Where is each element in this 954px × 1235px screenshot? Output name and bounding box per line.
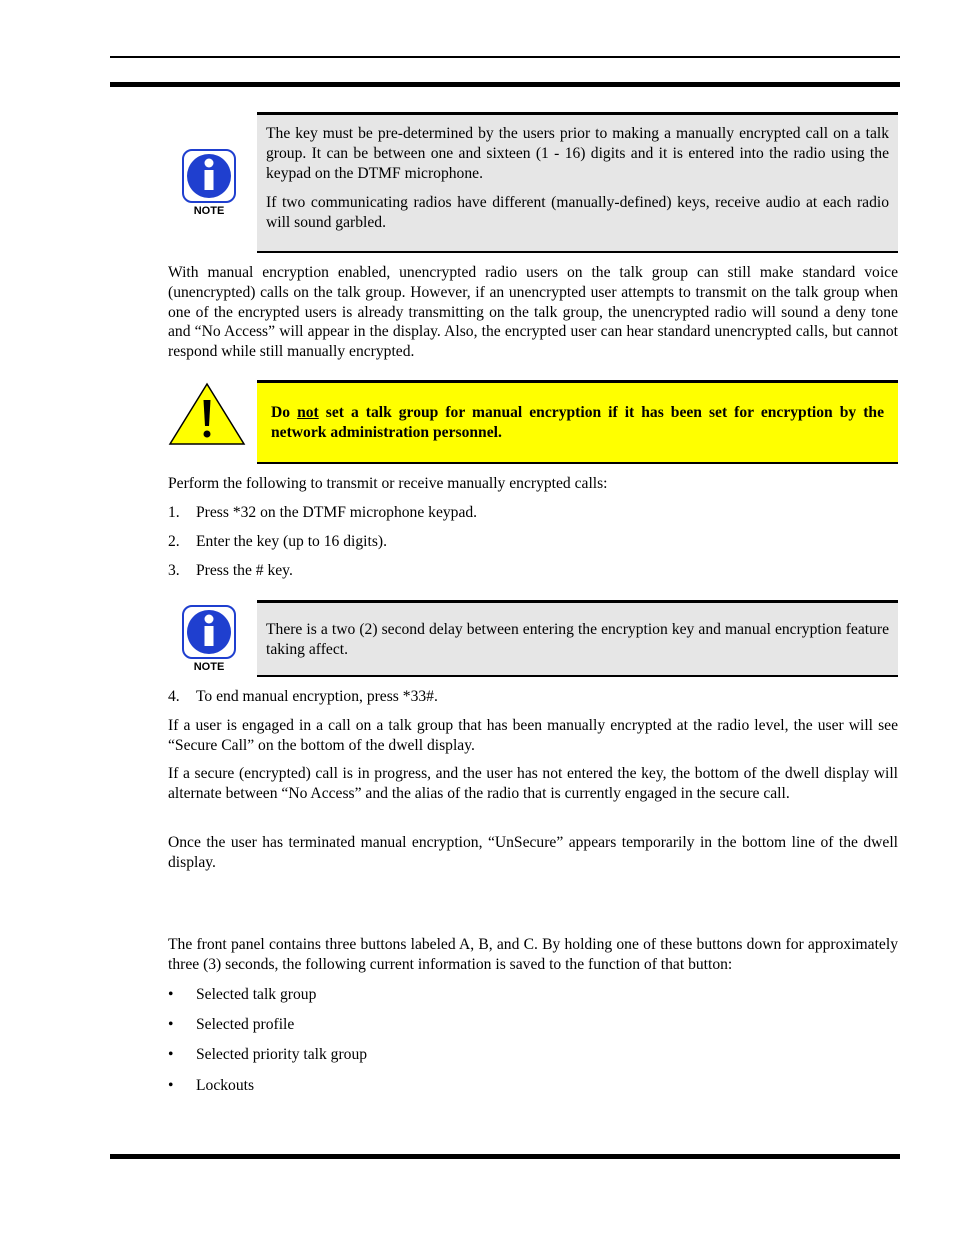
note-box-key: [257, 112, 898, 253]
header-rule-thin: [110, 56, 900, 58]
step-item: 3. Press the # key.: [168, 562, 293, 579]
header-rule-thick: [110, 82, 900, 87]
bullet-item: • Selected talk group: [168, 986, 317, 1003]
caution-text: Do not set a talk group for manual encryption if it has been set for encryption by the network administration personnel.: [271, 403, 884, 441]
note-paragraph: There is a two (2) second delay between entering the encryption key and manual encryption feature taking affect.: [266, 621, 889, 658]
caution-box: [257, 380, 898, 464]
step-item: 1. Press *32 on the DTMF microphone keypad.: [168, 504, 478, 521]
paragraph-call-in-progress: If a secure (encrypted) call is in progress, and the user has not entered the key, the bottom of the dwell display will alternate between “No Access” and the alias of the radio that is currently engaged in the secure call.: [168, 765, 898, 802]
footer-rule-thick: [110, 1154, 900, 1159]
note-icon-label: NOTE: [193, 205, 225, 217]
note-icon: [181, 148, 237, 218]
paragraph-unsecure: Once the user has terminated manual encryption, “UnSecure” appears temporarily in the bottom line of the dwell display.: [168, 834, 898, 871]
step-item: 2. Enter the key (up to 16 digits).: [168, 533, 387, 550]
caution-icon: [168, 382, 246, 446]
paragraph-front-panel: The front panel contains three buttons labeled A, B, and C. By holding one of these buttons down for approximately three (3) seconds, the following current information is saved to the function of that button:: [168, 936, 898, 973]
note-paragraph: The key must be pre-determined by the users prior to making a manually encrypted call on a talk group. It can be between one and sixteen (1 - 16) digits and it is entered into the radio using the keypad on the DTMF microphone.: [266, 125, 889, 182]
paragraph-manual-encryption-enabled: With manual encryption enabled, unencrypted radio users on the talk group can still make standard voice (unencrypted) calls on the talk group. However, if an unencrypted user attempts to transmit on the talk group when one of the encrypted users is already transmitting on the talk group, the unencrypted radio will sound a deny tone and “No Access” will appear in the display. Also, the encrypted user can hear standard unencrypted calls, but cannot respond while still manually encrypted.: [168, 264, 898, 361]
bullet-item: • Lockouts: [168, 1077, 255, 1094]
note-icon-label: NOTE: [193, 661, 225, 673]
note-paragraph: If two communicating radios have different (manually-defined) keys, receive audio at each radio will sound garbled.: [266, 194, 889, 232]
note-box-delay: [257, 600, 898, 677]
procedure-intro: Perform the following to transmit or receive manually encrypted calls:: [168, 475, 608, 492]
bullet-item: • Selected priority talk group: [168, 1046, 368, 1063]
caution-emphasis: not: [297, 403, 319, 421]
paragraph-secure-call: If a user is engaged in a call on a talk group that has been manually encrypted at the radio level, the user will see “Secure Call” on the bottom of the dwell display.: [168, 717, 898, 754]
note-icon: [181, 604, 237, 674]
step-item: 4. To end manual encryption, press *33#.: [168, 688, 438, 705]
bullet-item: • Selected profile: [168, 1016, 295, 1033]
